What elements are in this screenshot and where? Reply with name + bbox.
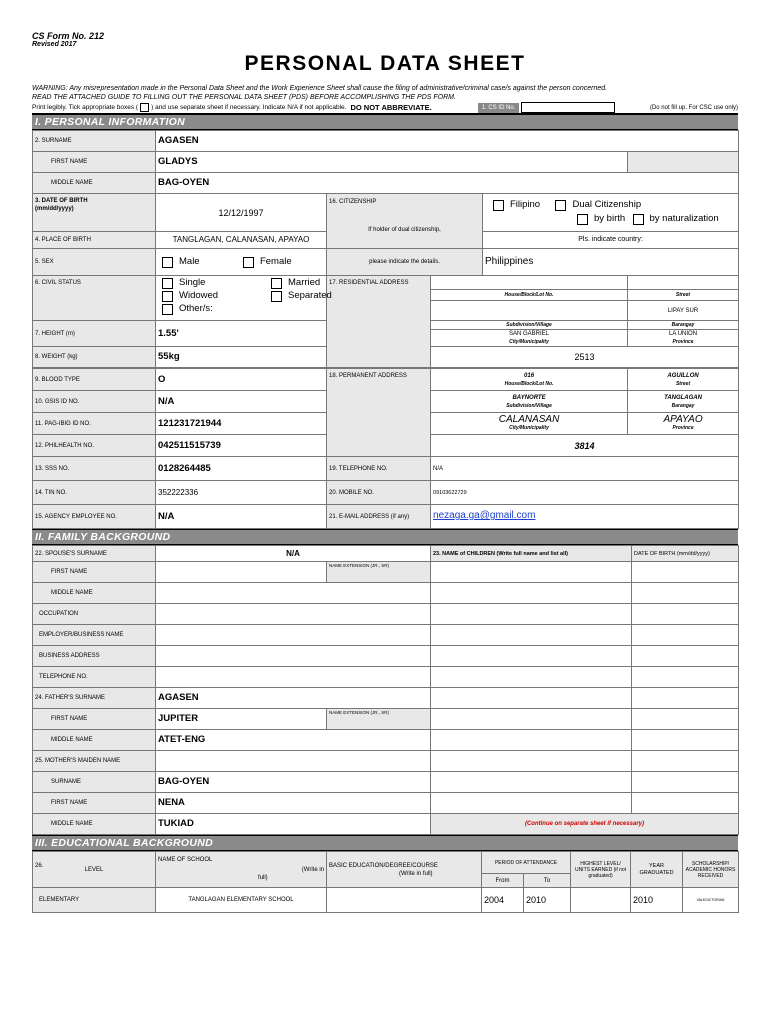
print-legibly-text-2: ) and use separate sheet if necessary. Indicate N/A if not applicable. <box>151 103 347 111</box>
edu-course-cell[interactable] <box>327 888 482 913</box>
edu-year-cell[interactable]: 2010 <box>631 888 683 913</box>
agency-field[interactable]: N/A <box>156 505 327 529</box>
edu-to-label: To <box>524 874 571 888</box>
child-9-name[interactable] <box>431 730 632 751</box>
perm-address-label-cell <box>327 369 431 457</box>
father-surname-field[interactable]: AGASEN <box>156 688 431 709</box>
pagibig-field[interactable]: 121231721944 <box>156 413 327 435</box>
perm-province-caption: Province <box>672 424 694 431</box>
perm-city-caption: City/Municipality <box>509 424 549 431</box>
child-4-name[interactable] <box>431 625 632 646</box>
surname-field[interactable]: AGASEN <box>156 131 739 152</box>
child-8-name[interactable] <box>431 709 632 730</box>
child-6-dob[interactable] <box>632 667 739 688</box>
filipino-checkbox[interactable] <box>493 200 504 211</box>
res-zip-field[interactable]: 2513 <box>431 347 739 368</box>
dob-format: (mm/dd/yyyy) <box>35 206 74 212</box>
warning-text: WARNING: Any misrepresentation made in the Personal Data Sheet and the Work Experience Sheet shall cause the filing of administrative/criminal case/s against the person concerned. <box>32 85 608 92</box>
child-1-dob[interactable] <box>632 562 739 583</box>
pds-page <box>32 32 738 913</box>
surname-label: 2. SURNAME <box>33 131 156 152</box>
philhealth-label: 12. PHILHEALTH NO. <box>33 435 156 457</box>
mother-middle-field[interactable]: TUKIAD <box>156 814 431 835</box>
perm-street-cell <box>628 369 739 391</box>
child-9-dob[interactable] <box>632 730 739 751</box>
csc-use-note: (Do not fill up. For CSC use only) <box>649 104 738 111</box>
civil-status-label: 6. CIVIL STATUS <box>33 276 156 321</box>
perm-house-cell <box>431 369 628 391</box>
mother-surname-label: SURNAME <box>33 772 156 793</box>
father-surname-label: 24. FATHER'S SURNAME <box>33 688 156 709</box>
mother-first-field[interactable]: NENA <box>156 793 431 814</box>
business-address-label: BUSINESS ADDRESS <box>33 646 156 667</box>
edu-course-label-2: (Write in full) <box>399 870 433 877</box>
section-personal-info: I. PERSONAL INFORMATION <box>32 114 738 130</box>
edu-school-label-2: (Write in <box>301 867 324 873</box>
married-checkbox[interactable] <box>271 278 282 289</box>
res-province-field[interactable]: LA UNION <box>669 331 698 337</box>
child-4-dob[interactable] <box>632 625 739 646</box>
employer-field[interactable] <box>156 625 431 646</box>
tel-label: 19. TELEPHONE NO. <box>327 457 431 481</box>
edu-from-cell[interactable]: 2004 <box>482 888 524 913</box>
gsis-label: 10. GSIS ID NO. <box>33 391 156 413</box>
cs-id-field[interactable] <box>521 102 615 113</box>
child-8-dob[interactable] <box>632 709 739 730</box>
res-province-cell <box>628 321 739 347</box>
edu-year-label: YEAR GRADUATED <box>631 852 683 888</box>
instructions-line <box>32 102 738 114</box>
perm-barangay-cell <box>628 391 739 413</box>
telephone-label: TELEPHONE NO. <box>33 667 156 688</box>
tin-field[interactable]: 352222336 <box>156 481 327 505</box>
spouse-middle-label: MIDDLE NAME <box>33 583 156 604</box>
res-subdivision-caption: Subdivision/Village <box>431 321 627 330</box>
by-birth-checkbox[interactable] <box>577 214 588 225</box>
perm-address-label: 18. PERMANENT ADDRESS <box>329 373 407 379</box>
single-label: Single <box>179 277 206 288</box>
edu-num: 26. <box>35 863 44 869</box>
perm-subdivision-cell <box>431 391 628 413</box>
edu-school-label: NAME OF SCHOOL <box>158 857 213 863</box>
edu-school-header <box>156 852 327 888</box>
perm-street-caption: Street <box>675 380 691 387</box>
business-address-field[interactable] <box>156 646 431 667</box>
occupation-field[interactable] <box>156 604 431 625</box>
dual-note-1: If holder of dual citizenship, <box>368 227 441 233</box>
pob-label: 4. PLACE OF BIRTH <box>33 232 156 249</box>
edu-highest-label: HIGHEST LEVEL/ UNITS EARNED (if not graduated) <box>571 852 631 888</box>
dual-citizenship-label: Dual Citizenship <box>572 199 642 211</box>
indicate-country-label: Pls. indicate country: <box>483 232 739 249</box>
mother-surname-field[interactable]: BAG-OYEN <box>156 772 431 793</box>
father-middle-label: MIDDLE NAME <box>33 730 156 751</box>
others-checkbox[interactable] <box>162 304 173 315</box>
res-barangay-caption: Barangay <box>628 321 738 330</box>
child-6-name[interactable] <box>431 667 632 688</box>
mother-maiden-label: 25. MOTHER'S MAIDEN NAME <box>33 751 156 772</box>
spouse-surname-field[interactable]: N/A <box>156 546 431 562</box>
res-address-label: 17. RESIDENTIAL ADDRESS <box>329 280 409 286</box>
child-5-dob[interactable] <box>632 646 739 667</box>
child-3-dob[interactable] <box>632 604 739 625</box>
separated-label: Separated <box>288 290 332 301</box>
country-field[interactable]: Philippines <box>483 249 739 276</box>
pagibig-label: 11. PAG-IBIG ID NO. <box>33 413 156 435</box>
res-barangay-field[interactable]: LIPAY SUR <box>628 301 739 321</box>
edu-highest-cell[interactable] <box>571 888 631 913</box>
citizenship-label: 16. CITIZENSHIP <box>329 199 377 205</box>
citizenship-options <box>483 194 739 232</box>
spouse-surname-label: 22. SPOUSE'S SURNAME <box>33 546 156 562</box>
res-street-field[interactable] <box>628 276 739 290</box>
child-12-dob[interactable] <box>632 793 739 814</box>
dual-note-2: please indicate the details. <box>327 249 483 276</box>
spouse-middle-field[interactable] <box>156 583 431 604</box>
weight-label: 8. WEIGHT (kg) <box>33 347 156 368</box>
res-house-caption: House/Block/Lot No. <box>431 290 628 301</box>
perm-street-field[interactable]: AGUILLON <box>667 372 699 379</box>
continue-note: (Continue on separate sheet if necessary) <box>431 814 739 835</box>
first-name-label: FIRST NAME <box>33 152 156 173</box>
email-label: 21. E-MAIL ADDRESS (if any) <box>327 505 431 529</box>
dob-field[interactable]: 12/12/1997 <box>156 194 327 232</box>
pob-field[interactable]: TANGLAGAN, CALANASAN, APAYAO <box>156 232 327 249</box>
male-checkbox[interactable] <box>162 257 173 268</box>
form-number: CS Form No. 212 <box>32 31 105 41</box>
occupation-label: OCCUPATION <box>33 604 156 625</box>
widowed-label: Widowed <box>179 290 219 301</box>
father-ext-label: NAME EXTENSION (JR., SR) <box>327 709 431 730</box>
height-field[interactable]: 1.55' <box>156 321 327 347</box>
perm-subdivision-field[interactable]: BAYNORTE <box>512 394 546 401</box>
mother-middle-label: MIDDLE NAME <box>33 814 156 835</box>
philhealth-field[interactable]: 042511515739 <box>156 435 327 457</box>
education-table <box>32 851 739 913</box>
female-checkbox[interactable] <box>243 257 254 268</box>
child-10-name[interactable] <box>431 751 632 772</box>
edu-course-header <box>327 852 482 888</box>
perm-city-cell <box>431 413 628 435</box>
by-naturalization-checkbox[interactable] <box>633 214 644 225</box>
family-table <box>32 545 739 835</box>
personal-info-table-2 <box>32 368 739 529</box>
female-label: Female <box>259 255 292 267</box>
perm-house-caption: House/Block/Lot No. <box>504 380 554 387</box>
revised-date: Revised 2017 <box>32 41 77 48</box>
cs-id-label: 1. CS ID No. <box>478 103 520 113</box>
res-city-field[interactable]: SAN GABRIEL <box>508 331 549 337</box>
child-2-name[interactable] <box>431 583 632 604</box>
edu-honors-cell[interactable]: VALEDICTORIAN <box>683 888 739 913</box>
tick-box-sample <box>140 103 149 112</box>
tel-field[interactable]: N/A <box>431 457 739 481</box>
separated-checkbox[interactable] <box>271 291 282 302</box>
father-first-label: FIRST NAME <box>33 709 156 730</box>
mobile-label: 20. MOBILE NO. <box>327 481 431 505</box>
father-first-field[interactable]: JUPITER <box>156 709 327 730</box>
email-cell <box>431 505 739 529</box>
tin-label: 14. TIN NO. <box>33 481 156 505</box>
gsis-field[interactable]: N/A <box>156 391 327 413</box>
perm-house-field[interactable]: 016 <box>524 372 535 379</box>
dob-label: 3. DATE OF BIRTH <box>35 198 88 204</box>
blood-field[interactable]: O <box>156 369 327 391</box>
others-label: Other/s: <box>179 303 213 314</box>
single-checkbox[interactable] <box>162 278 173 289</box>
table-row <box>33 888 739 913</box>
res-province-caption: Province <box>672 339 694 345</box>
res-city-cell <box>431 321 628 347</box>
middle-name-field[interactable]: BAG-OYEN <box>156 173 739 194</box>
male-label: Male <box>179 255 200 267</box>
res-city-caption: City/Municipality <box>509 339 549 345</box>
email-link[interactable]: nezaga.ga@gmail.com <box>433 510 536 521</box>
telephone-field[interactable] <box>156 667 431 688</box>
widowed-checkbox[interactable] <box>162 291 173 302</box>
child-dob-label: DATE OF BIRTH (mm/dd/yyyy) <box>632 546 739 562</box>
sss-field[interactable]: 0128264485 <box>156 457 327 481</box>
dual-citizenship-checkbox[interactable] <box>555 200 566 211</box>
mother-maiden-field[interactable] <box>156 751 431 772</box>
edu-level-cell: ELEMENTARY <box>33 888 156 913</box>
section-family-background: II. FAMILY BACKGROUND <box>32 529 738 545</box>
married-label: Married <box>288 277 321 288</box>
perm-city-field[interactable]: CALANASAN <box>498 413 560 425</box>
res-subdivision-field[interactable] <box>431 301 628 321</box>
sex-options <box>156 249 327 276</box>
edu-level-header <box>33 852 156 888</box>
child-7-dob[interactable] <box>632 688 739 709</box>
child-3-name[interactable] <box>431 604 632 625</box>
read-guide-text: READ THE ATTACHED GUIDE TO FILLING OUT THE PERSONAL DATA SHEET (PDS) BEFORE ACCOMPLISHING THE PDS FORM. <box>32 94 456 101</box>
height-label: 7. HEIGHT (m) <box>33 321 156 347</box>
edu-course-label: BASIC EDUCATION/DEGREE/COURSE <box>329 862 438 869</box>
employer-label: EMPLOYER/BUSINESS NAME <box>33 625 156 646</box>
child-2-dob[interactable] <box>632 583 739 604</box>
citizenship-label-cell <box>327 194 483 249</box>
personal-info-table <box>32 130 739 368</box>
father-middle-field[interactable]: ATET-ENG <box>156 730 431 751</box>
edu-school-label-3: full) <box>258 875 268 881</box>
child-7-name[interactable] <box>431 688 632 709</box>
res-address-label-cell <box>327 276 431 368</box>
edu-period-label: PERIOD OF ATTENDANCE <box>482 852 571 874</box>
children-label: 23. NAME of CHILDREN (Write full name and list all) <box>431 546 632 562</box>
perm-barangay-caption: Barangay <box>671 402 695 409</box>
mother-first-label: FIRST NAME <box>33 793 156 814</box>
edu-scholarship-label: SCHOLARSHIP/ ACADEMIC HONORS RECEIVED <box>683 852 739 888</box>
name-extension-field[interactable] <box>628 152 739 173</box>
page-title: PERSONAL DATA SHEET <box>244 52 526 75</box>
by-naturalization-label: by naturalization <box>649 213 719 225</box>
edu-school-cell[interactable]: TANGLAGAN ELEMENTARY SCHOOL <box>156 888 327 913</box>
filipino-label: Filipino <box>510 199 541 211</box>
sex-label: 5. SEX <box>33 249 156 276</box>
weight-field[interactable]: 55kg <box>156 347 327 368</box>
edu-from-label: From <box>482 874 524 888</box>
perm-barangay-field[interactable]: TANGLAGAN <box>664 394 702 401</box>
print-legibly-text: Print legibly. Tick appropriate boxes ( <box>32 103 139 111</box>
perm-zip-field[interactable]: 3814 <box>431 435 739 457</box>
middle-name-label: MIDDLE NAME <box>33 173 156 194</box>
section-educational-background: III. EDUCATIONAL BACKGROUND <box>32 835 738 851</box>
mobile-field[interactable]: 09103622729 <box>431 481 739 505</box>
dob-label-cell <box>33 194 156 232</box>
perm-province-field[interactable]: APAYAO <box>663 413 703 425</box>
civil-status-options <box>156 276 332 321</box>
child-11-dob[interactable] <box>632 772 739 793</box>
first-name-field[interactable]: GLADYS <box>156 152 628 173</box>
by-birth-label: by birth <box>594 213 626 225</box>
agency-label: 15. AGENCY EMPLOYEE NO. <box>33 505 156 529</box>
blood-label: 9. BLOOD TYPE <box>33 369 156 391</box>
do-not-abbreviate: DO NOT ABBREVIATE. <box>350 102 432 112</box>
spouse-first-field[interactable] <box>156 562 327 583</box>
res-house-field[interactable] <box>431 276 628 290</box>
edu-to-cell[interactable]: 2010 <box>524 888 571 913</box>
perm-subdivision-caption: Subdivision/Village <box>506 402 552 409</box>
spouse-first-label: FIRST NAME <box>33 562 156 583</box>
perm-province-cell <box>628 413 739 435</box>
child-5-name[interactable] <box>431 646 632 667</box>
child-11-name[interactable] <box>431 772 632 793</box>
child-10-dob[interactable] <box>632 751 739 772</box>
child-1-name[interactable] <box>431 562 632 583</box>
spouse-ext-label: NAME EXTENSION (JR., SR) <box>327 562 431 583</box>
child-12-name[interactable] <box>431 793 632 814</box>
res-street-caption: Street <box>628 290 739 301</box>
sss-label: 13. SSS NO. <box>33 457 156 481</box>
edu-level-label: LEVEL <box>84 866 104 873</box>
